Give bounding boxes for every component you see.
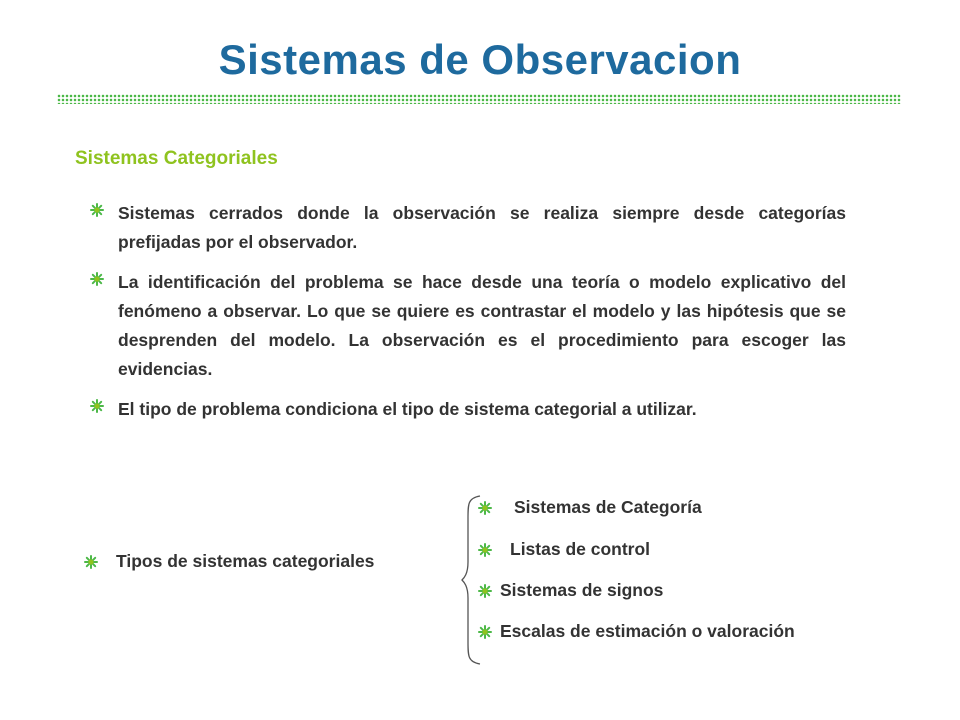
types-label bbox=[84, 551, 374, 572]
star-bullet-icon bbox=[478, 543, 510, 557]
type-item-label: Sistemas de Categoría bbox=[514, 497, 702, 517]
star-bullet-icon bbox=[90, 395, 118, 413]
bullet-text: Sistemas cerrados donde la observación se realiza siempre desde categorías prefijadas por el observador. bbox=[118, 203, 846, 252]
type-item-label: Escalas de estimación o valoración bbox=[500, 621, 795, 641]
star-bullet-icon bbox=[90, 268, 118, 286]
star-bullet-icon bbox=[478, 625, 500, 639]
star-bullet-icon bbox=[90, 199, 118, 217]
dotted-divider bbox=[57, 94, 901, 104]
list-item bbox=[478, 497, 702, 518]
star-bullet-icon bbox=[478, 501, 514, 515]
bullet-text: El tipo de problema condiciona el tipo de sistema categorial a utilizar. bbox=[118, 399, 697, 419]
list-item bbox=[90, 199, 846, 257]
list-item bbox=[478, 621, 795, 642]
star-bullet-icon bbox=[84, 555, 116, 569]
type-item-label: Listas de control bbox=[510, 539, 651, 559]
list-item bbox=[478, 539, 650, 560]
list-item bbox=[478, 580, 663, 601]
type-item-label: Sistemas de signos bbox=[500, 580, 664, 600]
star-bullet-icon bbox=[478, 584, 500, 598]
list-item bbox=[90, 395, 846, 424]
bullet-list bbox=[90, 199, 846, 435]
page-title: Sistemas de Observacion bbox=[218, 36, 742, 83]
types-label-text: Tipos de sistemas categoriales bbox=[116, 551, 375, 571]
bullet-text: La identificación del problema se hace desde una teoría o modelo explicativo del fenómeno a observar. Lo que se quiere es contrastar el modelo y las hipótesis que se desprenden del modelo. La observación es el procedimiento para escoger las evidencias. bbox=[118, 272, 846, 379]
list-item bbox=[90, 268, 846, 384]
section-subtitle: Sistemas Categoriales bbox=[75, 148, 278, 169]
